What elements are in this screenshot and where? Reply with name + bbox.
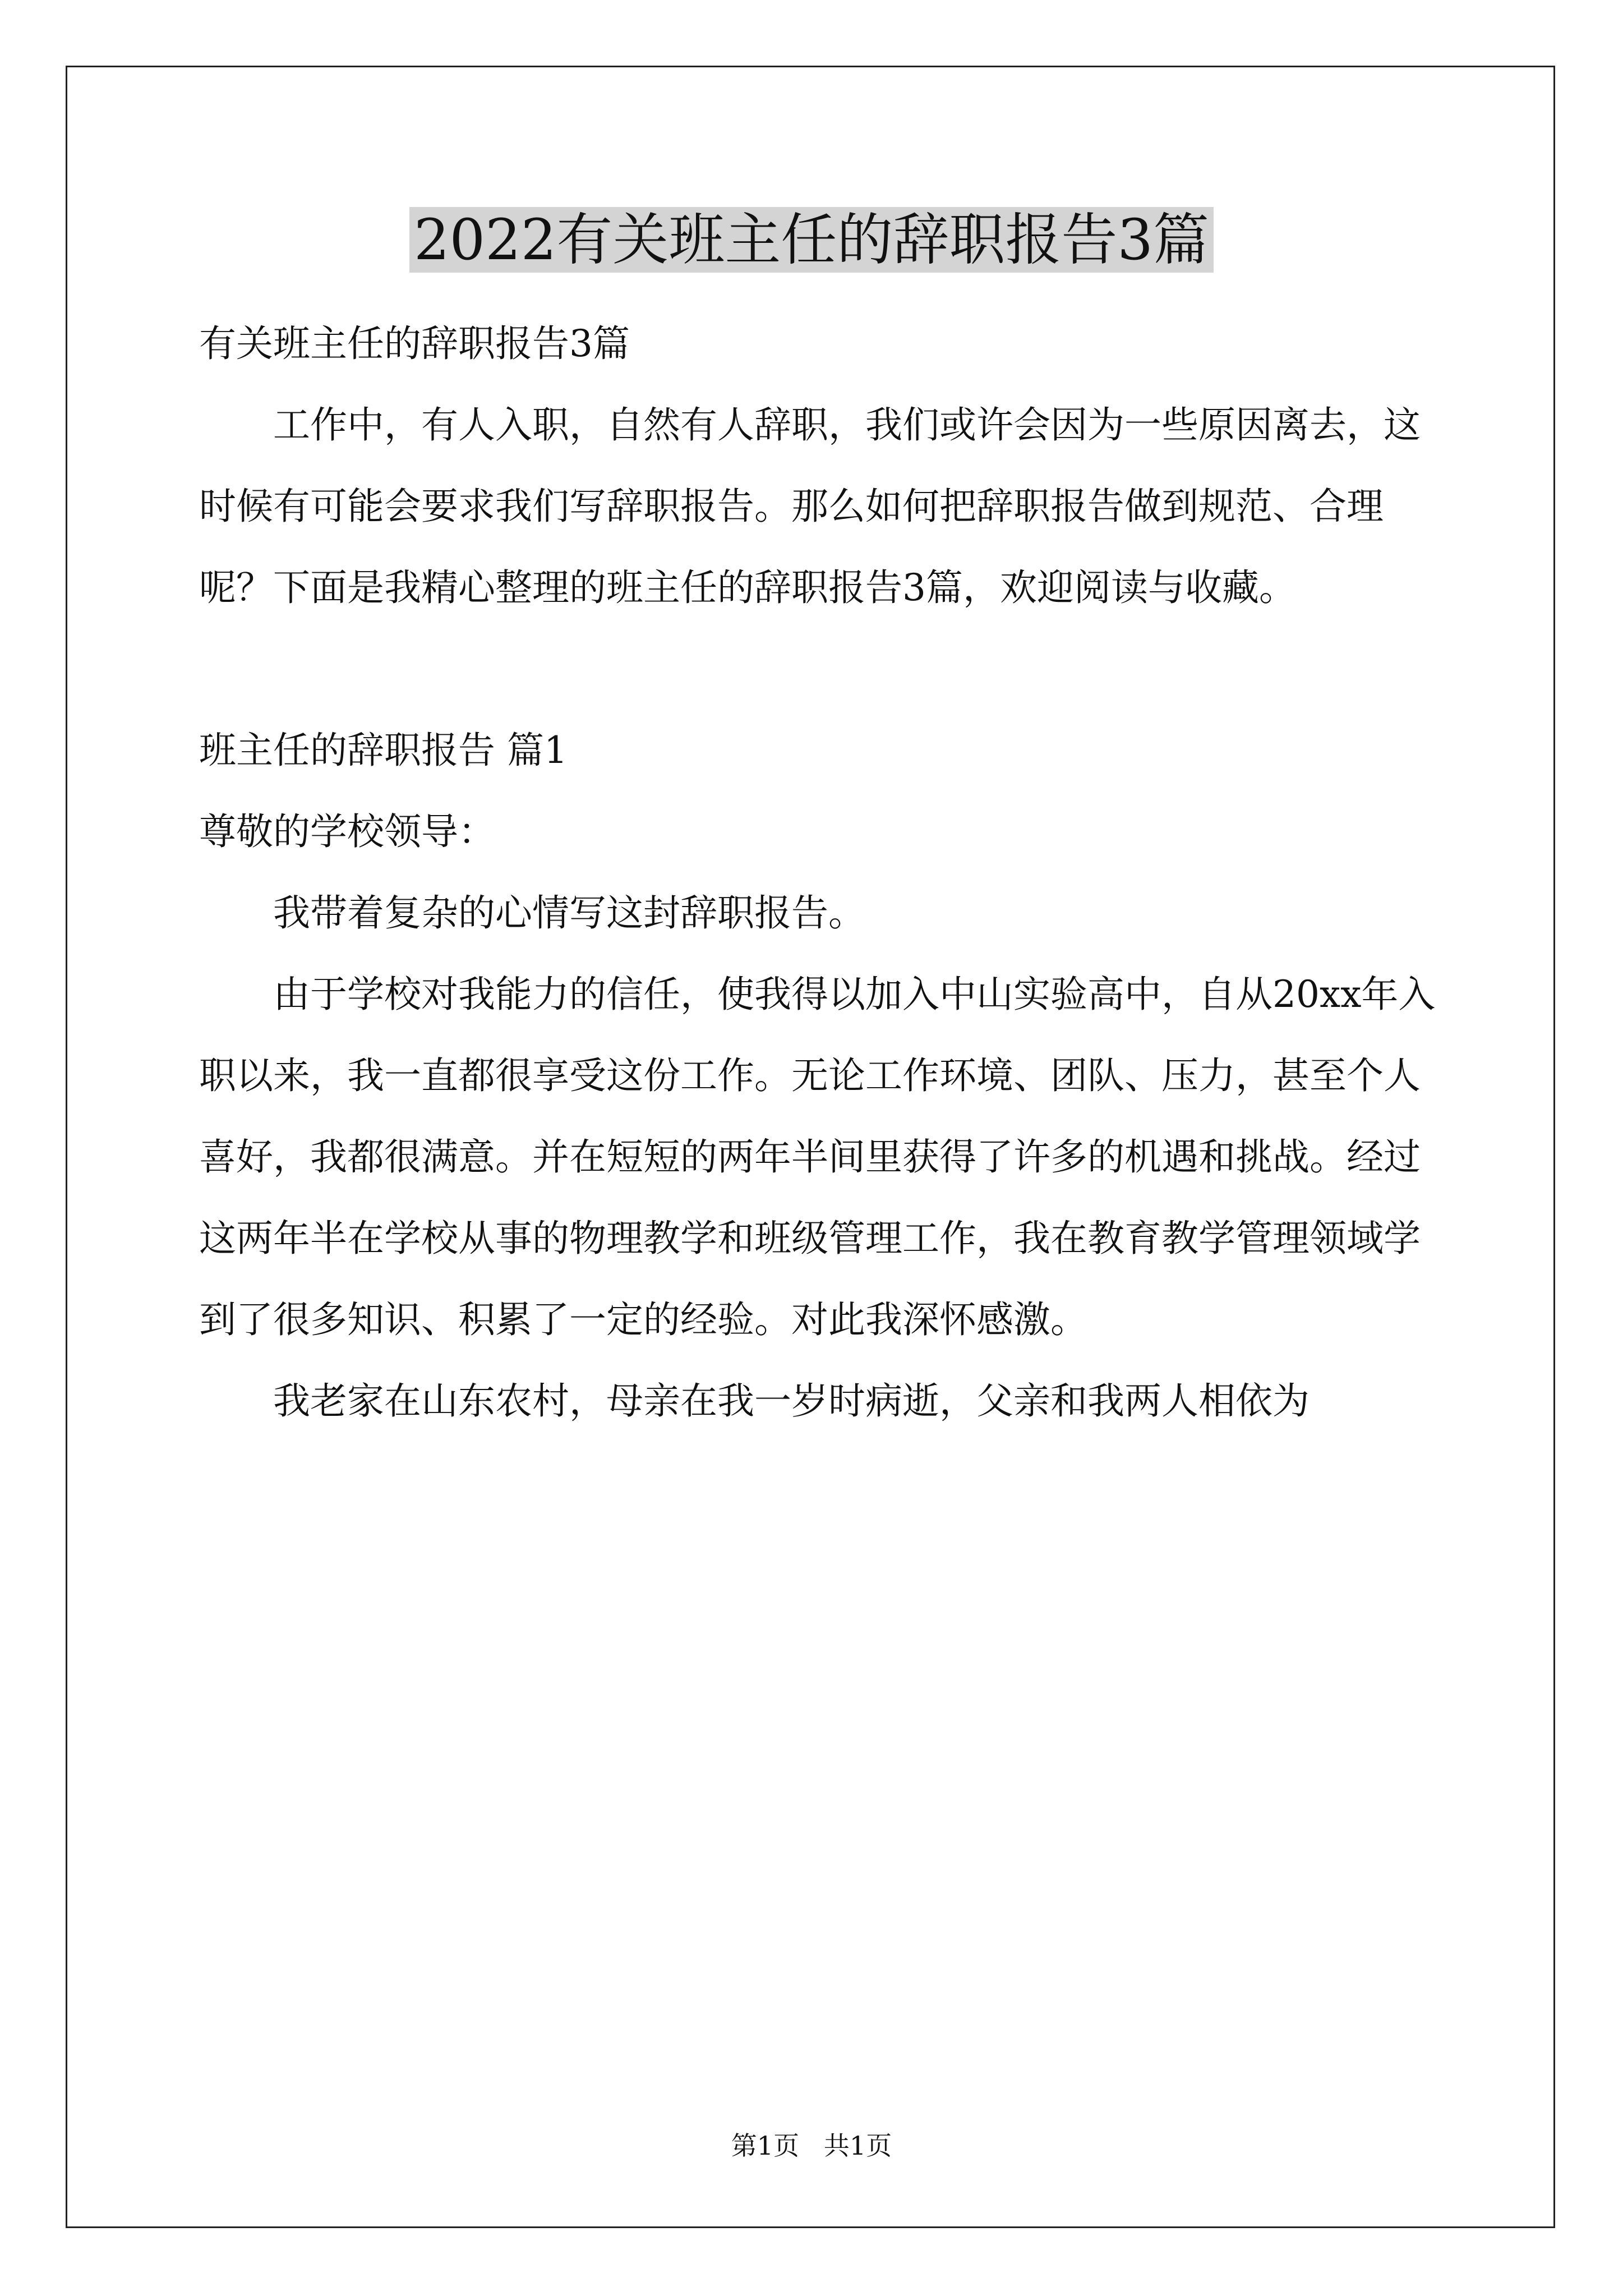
section-heading: 班主任的辞职报告 篇1	[199, 729, 568, 772]
body-paragraph: 由于学校对我能力的信任，使我得以加入中山实验高中，自从20xx年入职以来，我一直都很享受这份工作。无论工作环境、团队、压力，甚至个人喜好，我都很满意。并在短短的两年半间里获得了许多的机遇和挑战。经过这两年半在学校从事的物理教学和班级管理工作，我在教育教学管理领域学到了很多知识、积累了一定的经验。对此我深怀感激。	[199, 973, 1436, 1341]
document-title-text: 2022有关班主任的辞职报告3篇	[409, 207, 1214, 273]
page-number-footer: 第1页 共1页	[731, 2131, 892, 2161]
body-paragraph: 我老家在山东农村，母亲在我一岁时病逝，父亲和我两人相依为	[273, 1379, 1310, 1423]
salutation: 尊敬的学校领导：	[199, 810, 495, 853]
subtitle-paragraph: 有关班主任的辞职报告3篇	[199, 322, 630, 365]
body-paragraph: 我带着复杂的心情写这封辞职报告。	[273, 891, 865, 935]
document-body	[199, 303, 1438, 1442]
intro-paragraph: 工作中，有人入职，自然有人辞职，我们或许会因为一些原因离去，这时候有可能会要求我们写辞职报告。那么如何把辞职报告做到规范、合理呢？下面是我精心整理的班主任的辞职报告3篇，欢迎阅读与收藏。	[199, 403, 1421, 609]
document-title	[0, 201, 1623, 279]
section-spacer	[199, 628, 1438, 710]
